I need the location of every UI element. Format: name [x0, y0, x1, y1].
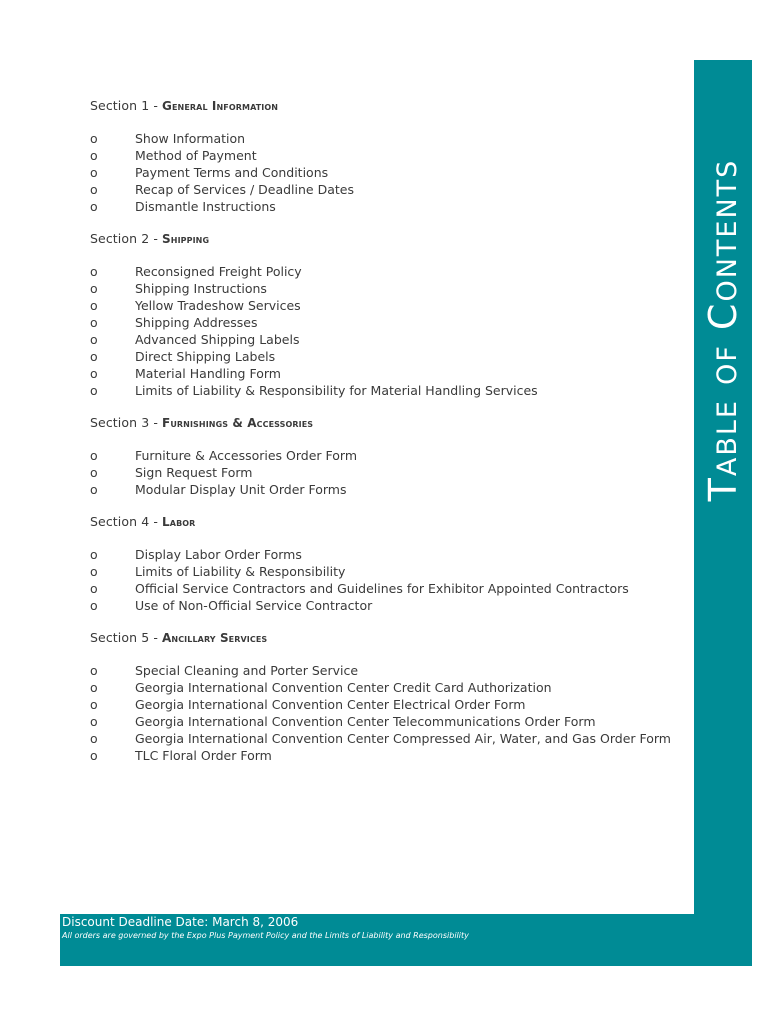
list-item-label: Shipping Addresses	[135, 315, 258, 330]
discount-deadline: Discount Deadline Date: March 8, 2006	[62, 915, 299, 929]
list-item-label: Advanced Shipping Labels	[135, 332, 300, 347]
bullet-marker: o	[90, 448, 98, 463]
section-heading	[90, 96, 680, 116]
list-item	[90, 297, 680, 314]
section-heading	[90, 512, 680, 532]
list-item-label: Show Information	[135, 131, 246, 146]
list-item	[90, 382, 680, 399]
list-item	[90, 314, 680, 331]
bullet-marker: o	[90, 182, 98, 197]
bullet-marker: o	[90, 131, 98, 146]
list-item-label: Recap of Services / Deadline Dates	[135, 182, 354, 197]
list-item	[90, 580, 680, 597]
bullet-marker: o	[90, 482, 98, 497]
list-item-label: Georgia International Convention Center Telecommunications Order Form	[135, 714, 596, 729]
list-item	[90, 365, 680, 382]
section-item-list	[90, 263, 680, 399]
list-item-label: Official Service Contractors and Guidelines for Exhibitor Appointed Contractors	[135, 581, 629, 596]
footer-note: All orders are governed by the Expo Plus Payment Policy and the Limits of Liability and Responsibility	[62, 931, 469, 940]
bullet-marker: o	[90, 663, 98, 678]
list-item	[90, 164, 680, 181]
section-item-list	[90, 130, 680, 215]
bullet-marker: o	[90, 697, 98, 712]
list-item	[90, 713, 680, 730]
list-item-label: Furniture & Accessories Order Form	[135, 448, 358, 463]
bullet-marker: o	[90, 680, 98, 695]
list-item-label: Limits of Liability & Responsibility	[135, 564, 346, 579]
section-item-list	[90, 546, 680, 614]
section-title: Labor	[162, 515, 196, 529]
list-item	[90, 348, 680, 365]
section-heading	[90, 229, 680, 249]
list-item-label: Sign Request Form	[135, 465, 253, 480]
bullet-marker: o	[90, 564, 98, 579]
list-item-label: Use of Non-Official Service Contractor	[135, 598, 373, 613]
bullet-marker: o	[90, 199, 98, 214]
list-item	[90, 546, 680, 563]
bullet-marker: o	[90, 465, 98, 480]
bullet-marker: o	[90, 315, 98, 330]
list-item	[90, 730, 680, 747]
list-item-label: Material Handling Form	[135, 366, 281, 381]
list-item	[90, 563, 680, 580]
list-item-label: Display Labor Order Forms	[135, 547, 302, 562]
bullet-marker: o	[90, 281, 98, 296]
list-item-label: Shipping Instructions	[135, 281, 267, 296]
list-item-label: Payment Terms and Conditions	[135, 165, 329, 180]
bullet-marker: o	[90, 165, 98, 180]
section-number: Section 4 -	[90, 514, 163, 529]
section-number: Section 3 -	[90, 415, 163, 430]
bullet-marker: o	[90, 598, 98, 613]
list-item-label: Special Cleaning and Porter Service	[135, 663, 359, 678]
list-item-label: Georgia International Convention Center Compressed Air, Water, and Gas Order Form	[135, 731, 671, 746]
list-item	[90, 447, 680, 464]
list-item	[90, 280, 680, 297]
list-item	[90, 747, 680, 764]
list-item	[90, 662, 680, 679]
section-heading	[90, 628, 680, 648]
bullet-marker: o	[90, 298, 98, 313]
section-heading	[90, 413, 680, 433]
list-item	[90, 181, 680, 198]
list-item-label: Georgia International Convention Center Credit Card Authorization	[135, 680, 552, 695]
list-item-label: Georgia International Convention Center Electrical Order Form	[135, 697, 526, 712]
bullet-marker: o	[90, 547, 98, 562]
list-item	[90, 147, 680, 164]
section-title: General Information	[162, 99, 279, 113]
section-number: Section 1 -	[90, 98, 163, 113]
bullet-marker: o	[90, 581, 98, 596]
list-item-label: Dismantle Instructions	[135, 199, 276, 214]
section-title: Shipping	[162, 232, 210, 246]
section-item-list	[90, 662, 680, 764]
bullet-marker: o	[90, 332, 98, 347]
list-item-label: Modular Display Unit Order Forms	[135, 482, 347, 497]
list-item-label: Method of Payment	[135, 148, 257, 163]
list-item-label: Limits of Liability & Responsibility for Material Handling Services	[135, 383, 538, 398]
list-item	[90, 130, 680, 147]
list-item-label: TLC Floral Order Form	[135, 748, 272, 763]
section-title: Ancillary Services	[162, 631, 268, 645]
sidebar-title: Table of Contents	[701, 158, 745, 502]
list-item	[90, 464, 680, 481]
bullet-marker: o	[90, 148, 98, 163]
list-item	[90, 198, 680, 215]
list-item	[90, 597, 680, 614]
list-item-label: Reconsigned Freight Policy	[135, 264, 302, 279]
list-item	[90, 696, 680, 713]
section-title: Furnishings & Accessories	[162, 416, 314, 430]
section-number: Section 2 -	[90, 231, 163, 246]
bullet-marker: o	[90, 264, 98, 279]
bullet-marker: o	[90, 748, 98, 763]
bullet-marker: o	[90, 366, 98, 381]
section-number: Section 5 -	[90, 630, 163, 645]
list-item	[90, 331, 680, 348]
list-item	[90, 263, 680, 280]
bullet-marker: o	[90, 349, 98, 364]
list-item	[90, 481, 680, 498]
section-item-list	[90, 447, 680, 498]
bullet-marker: o	[90, 714, 98, 729]
list-item	[90, 679, 680, 696]
bullet-marker: o	[90, 383, 98, 398]
table-of-contents	[90, 96, 680, 778]
list-item-label: Yellow Tradeshow Services	[135, 298, 301, 313]
list-item-label: Direct Shipping Labels	[135, 349, 276, 364]
bullet-marker: o	[90, 731, 98, 746]
